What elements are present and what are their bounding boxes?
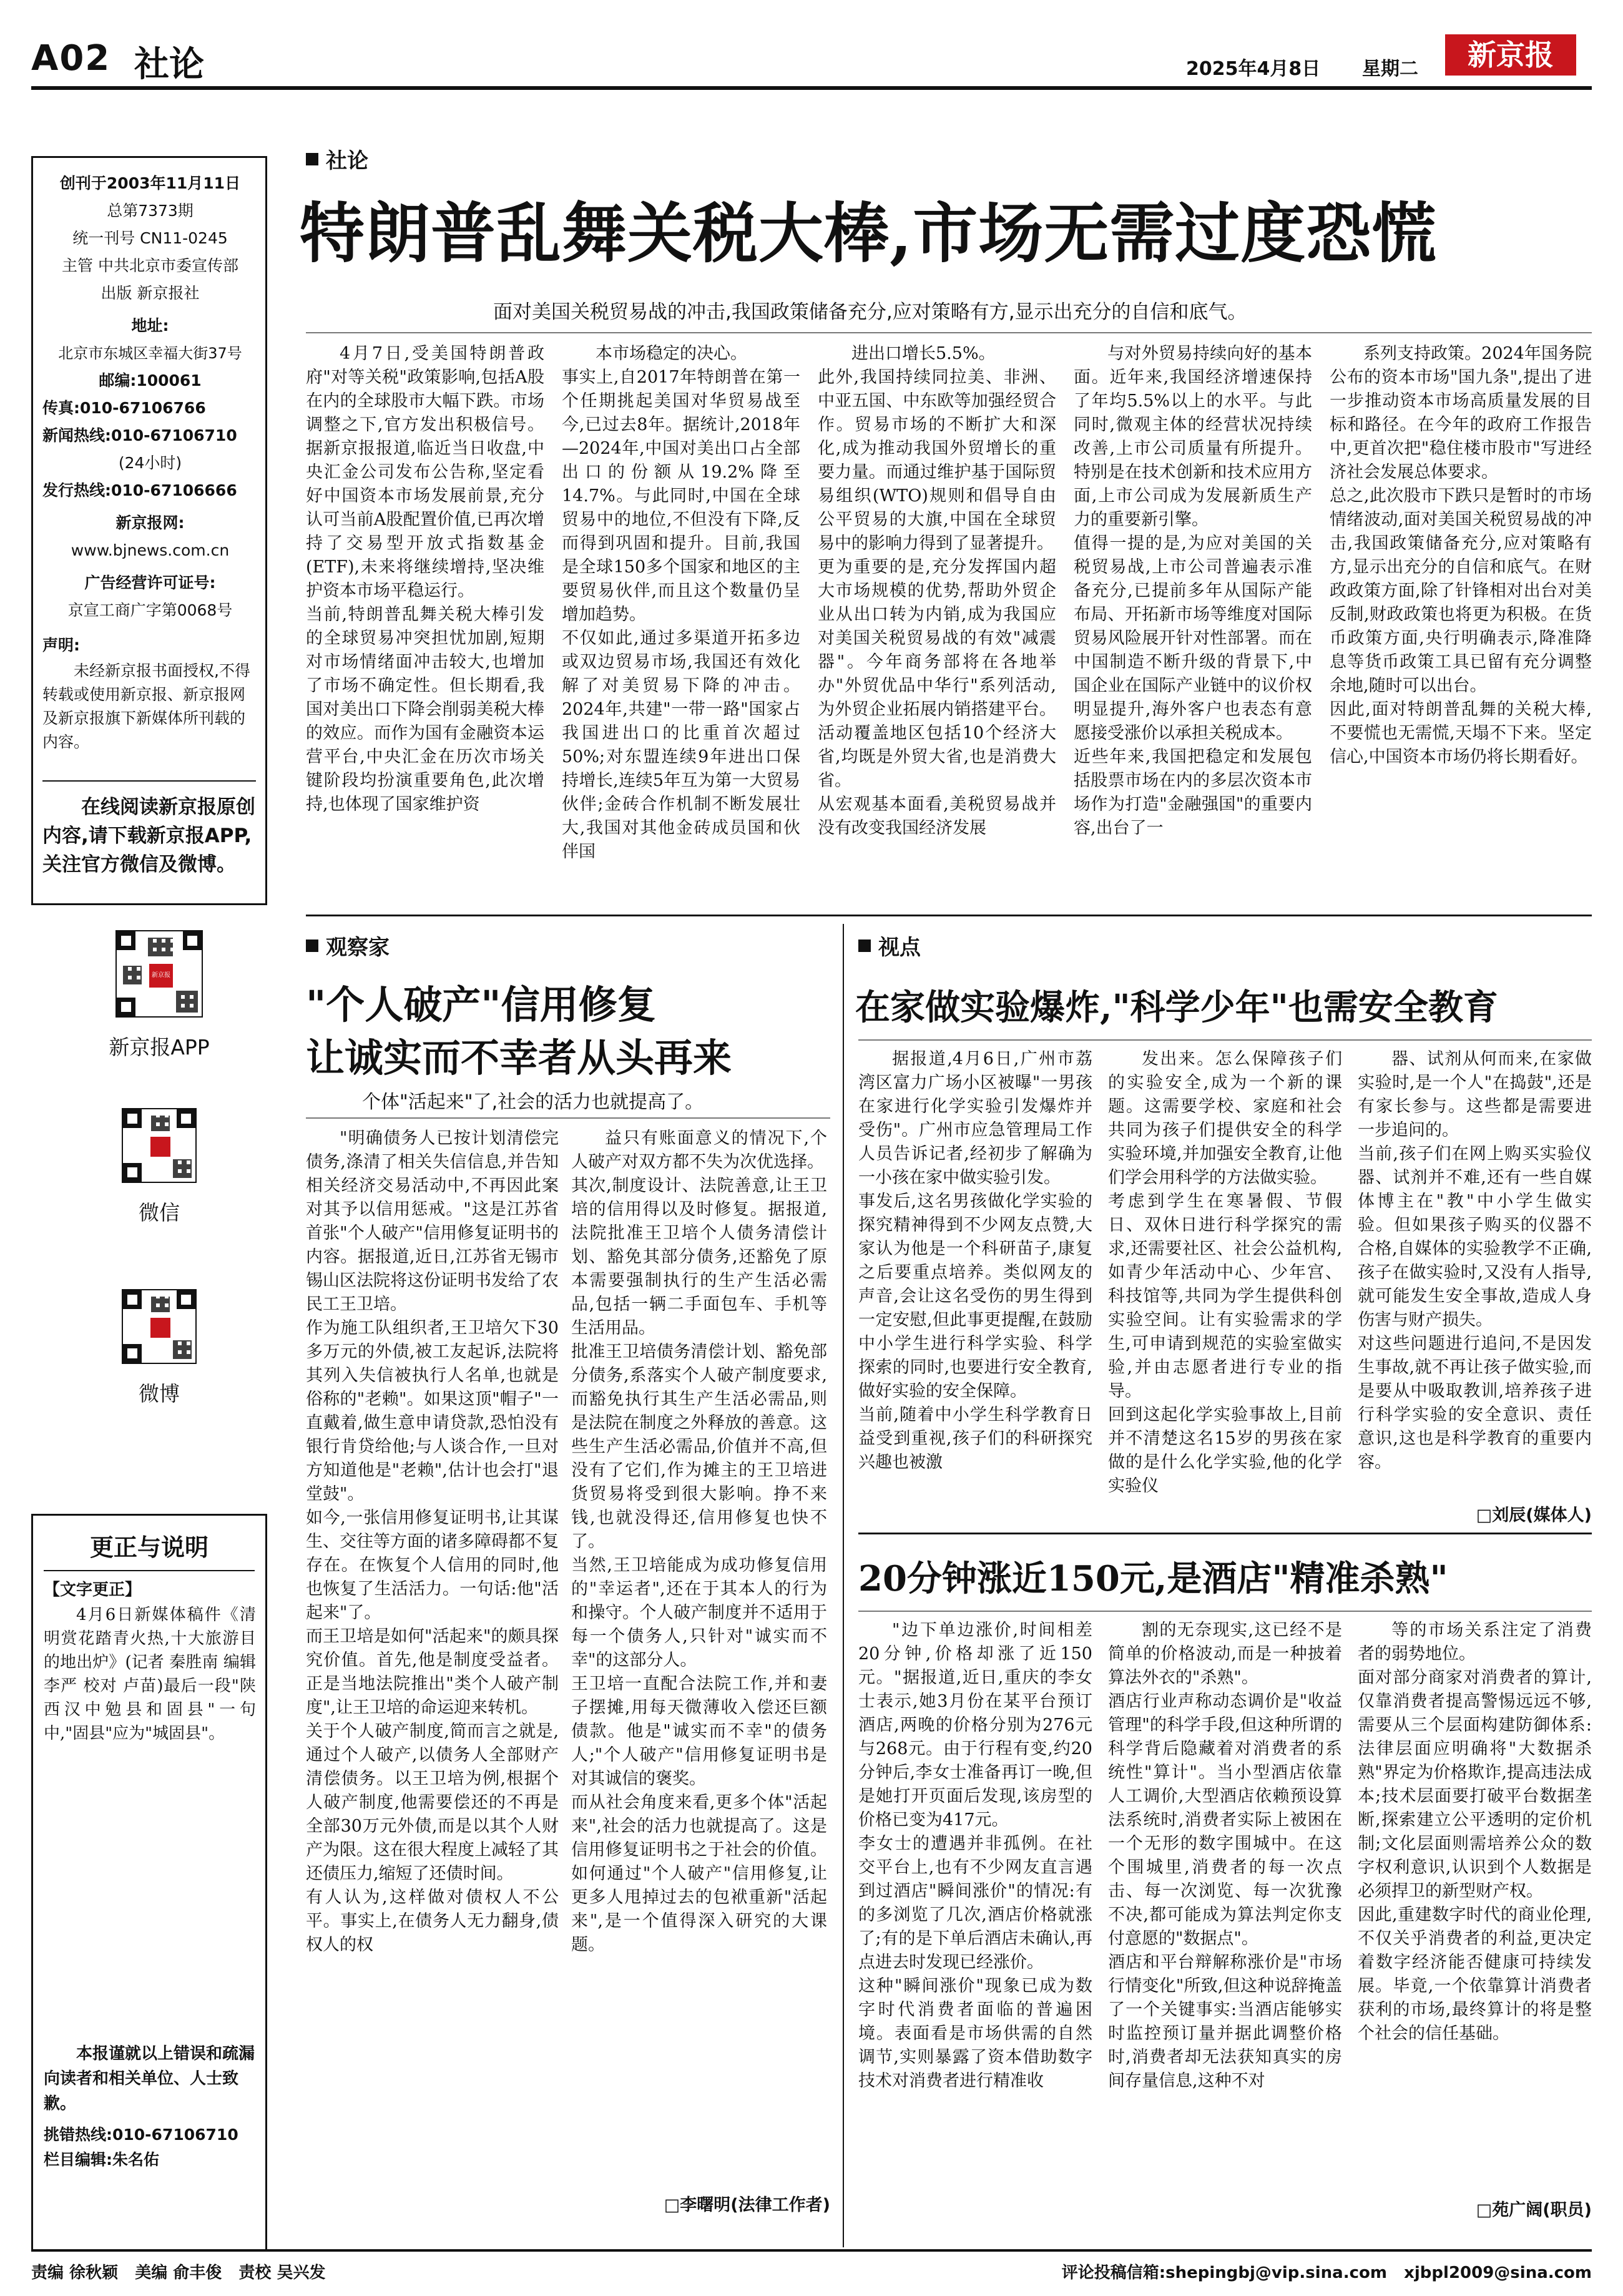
issue-date: 2025年4月8日 bbox=[1186, 58, 1321, 80]
address: 北京市东城区幸福大街37号 bbox=[58, 345, 242, 362]
correction-apology: 本报谨就以上错误和疏漏向读者和相关单位、人士致歉。 bbox=[44, 2044, 255, 2113]
editorial-subtitle-rule bbox=[306, 332, 1592, 333]
editorial-subtitle: 面对美国关税贸易战的冲击,我国政策储备充分,应对策略有方,显示出充分的自信和底气。 bbox=[493, 301, 1247, 323]
serial-number: 统一刊号 CN11-0245 bbox=[72, 229, 228, 247]
founded-date: 创刊于2003年11月11日 bbox=[59, 174, 241, 192]
editorial-column-2 bbox=[562, 342, 800, 904]
observer-col2-text: 益只有账面意义的情况下,个人破产对双方都不失为次优选择。 其次,制度设计、法院善意,让王卫培的信用得以及时修复。据报道,法院批准王卫培个人债务清偿计划、豁免其部分债务,还豁免了原本需要强制执行的生产生活必需品,包括一辆二手面包车、手机等生活用品。 批准王卫培债务清偿计划、豁免部分债务,系落实个人破产制度要求,而豁免执行其生产生活必需品,则是法院在制度之外释放的善意。这些生产生活必需品,价值并不高,但没有了它们,作为摊主的王卫培进货贸易将受到很大影响。挣不来钱,也就没得还,信用修复也快不了。 当然,王卫培能成为成功修复信用的"幸运者",还在于其本人的行为和操守。个人破产制度并不适用于每一个债务人,只针对"诚实而不幸"的这部分人。 王卫培一直配合法院工作,并和妻子摆摊,用每天微薄收入偿还巨额债款。他是"诚实而不幸"的债务人;"个人破产"信用修复证明书是对其诚信的褒奖。 而从社会角度来看,更多个体"活起来",社会的活力也就提高了。这是信用修复证明书之于社会的价值。如何通过"个人破产"信用修复,让更多人甩掉过去的包袱重新"活起来",是一个值得深入研究的大课题。 bbox=[571, 1129, 827, 1955]
statement-title: 声明: bbox=[42, 636, 80, 654]
footer-rule bbox=[31, 2249, 1592, 2252]
qr-code-wechat[interactable] bbox=[122, 1108, 197, 1183]
distribution-hotline: 发行热线:010-67106666 bbox=[42, 481, 237, 499]
observer-label bbox=[306, 930, 390, 961]
editorial-bottom-rule bbox=[306, 915, 1592, 916]
page-header bbox=[31, 34, 1592, 84]
viewpoint-col1-text: 据报道,4月6日,广州市荔湾区富力广场小区被曝"一男孩在家进行化学实验引发爆炸并受伤"。广州市应急管理局工作人员告诉记者,经初步了解确为一小孩在家中做实验引发。 事发后,这名男孩做化学实验的探究精神得到不少网友点赞,大家认为他是一个科研苗子,康复之后要重点培养。类似网友的声音,会让这名受伤的男生得到一定安慰,但此事更提醒,在鼓励中小学生进行科学实验、科学探索的同时,也要进行安全教育,做好实验的安全保障。 当前,随着中小学生科学教育日益受到重视,孩子们的科研探究兴趣也被激 bbox=[858, 1049, 1092, 1472]
viewpoint-byline: □刘辰(媒体人) bbox=[1476, 1506, 1592, 1525]
viewpoint-col3-text: 器、试剂从何而来,在家做实验时,是一个人"在捣鼓",还是有家长参与。这些都是需要进一步追问的。 当前,孩子们在网上购买实验仪器、试剂并不难,还有一些自媒体博主在"教"中小学生做实验。但如果孩子购买的仪器不合格,自媒体的实验教学不正确,孩子在做实验时,又没有人指导,就可能发生安全事故,造成人身伤害与财产损失。 对这些问题进行追问,不是因发生事故,就不再让孩子做实验,而是要从中吸取教训,培养孩子进行科学实验的安全意识、责任意识,这也是科学教育的重要内容。 bbox=[1358, 1049, 1592, 1472]
qr-label-wechat: 微信 bbox=[139, 1200, 180, 1225]
viewpoint-column-3 bbox=[1358, 1047, 1592, 1497]
editorial-col4-text: 与对外贸易持续向好的基本面。近年来,我国经济增速保持了年均5.5%以上的水平。与此同时,微观主体的经营状况持续改善,上市公司质量有所提升。特别是在技术创新和技术应用方面,上市公司成为发展新质生产力的重要新引擎。 值得一提的是,为应对美国的关税贸易战,上市公司普遍表示准备充分,已提前多年从国际产能布局、开拓新市场等维度对国际贸易风险展开针对性部署。而在中国制造不断升级的背景下,中国企业在国际产业链中的议价权明显提升,海外客户也表态有意愿接受涨价以承担关税成本。 近些年来,我国把稳定和发展包括股票市场在内的多层次资本市场作为打造"金融强国"的重要内容,出台了一 bbox=[1074, 344, 1312, 838]
viewpoint-title: 在家做实验爆炸,"科学少年"也需安全教育 bbox=[855, 987, 1498, 1028]
correction-hotline: 挑错热线:010-67106710 bbox=[44, 2126, 238, 2144]
correction-tag: 【文字更正】 bbox=[44, 1581, 142, 1599]
statement-text: 未经新京报书面授权,不得转载或使用新京报、新京报网及新京报旗下新媒体所刊载的内容。 bbox=[42, 662, 250, 751]
ad-license: 京宣工商广字第0068号 bbox=[67, 601, 233, 619]
observer-column-1 bbox=[306, 1127, 559, 2216]
corrections-title: 更正与说明 bbox=[89, 1534, 208, 1561]
hotel-title-rule bbox=[858, 1611, 1592, 1612]
hotel-column-1 bbox=[858, 1619, 1092, 2221]
online-notice: 在线阅读新京报原创内容,请下载新京报APP,关注官方微信及微博。 bbox=[42, 796, 255, 876]
viewpoint-label bbox=[858, 930, 921, 961]
ad-license-label: 广告经营许可证号: bbox=[84, 574, 216, 592]
issue-total: 总第7373期 bbox=[107, 202, 194, 220]
section-marker-icon bbox=[306, 153, 318, 165]
correction-text: 4月6日新媒体稿件《清明赏花踏青火热,十大旅游目的地出炉》(记者 秦胜南 编辑 李严 校对 卢苗)最后一段"陕西汉中勉县和固县"一句中,"固县"应为"城固县"。 bbox=[44, 1606, 256, 1743]
address-label: 地址: bbox=[131, 316, 169, 335]
editorial-column-5 bbox=[1330, 342, 1592, 904]
viewpoint-label-text: 视点 bbox=[878, 935, 921, 960]
qr-code-weibo[interactable] bbox=[122, 1289, 197, 1364]
section-marker-icon bbox=[306, 939, 318, 952]
column-editor: 栏目编辑:朱名佑 bbox=[44, 2151, 159, 2169]
observer-title-line-2: 让诚实而不幸者从头再来 bbox=[306, 1035, 732, 1081]
editorial-column-4 bbox=[1074, 342, 1312, 904]
observer-title-line-1: "个人破产"信用修复 bbox=[306, 982, 656, 1028]
observer-col1-text: "明确债务人已按计划清偿完债务,涤清了相关失信信息,并告知相关经济交易活动中,不再因此案对其予以信用惩戒。"这是江苏省首张"个人破产"信用修复证明书的内容。据报道,近日,江苏省无锡市锡山区法院将这份证明书发给了农民工王卫培。 作为施工队组织者,王卫培欠下30多万元的外债,被工友起诉,法院将其列入失信被执行人名单,也就是俗称的"老赖"。如果这顶"帽子"一直戴着,做生意申请贷款,恐怕没有银行肯贷给他;与人谈合作,一旦对方知道他是"老赖",估计也会打"退堂鼓"。 如今,一张信用修复证明书,让其谋生、交往等方面的诸多障碍都不复存在。在恢复个人信用的同时,他也恢复了生活活力。一句话:他"活起来"了。 而王卫培是如何"活起来"的颇具探究价值。首先,他是制度受益者。正是当地法院推出"类个人破产制度",让王卫培的命运迎来转机。 关于个人破产制度,简而言之就是,通过个人破产,以债务人全部财产清偿债务。以王卫培为例,根据个人破产制度,他需要偿还的不再是全部30万元外债,而是以其个人财产为限。这在很大程度上减轻了其还债压力,缩短了还债时间。 有人认为,这样做对债权人不公平。事实上,在债务人无力翻身,债权人的权 bbox=[306, 1129, 559, 1955]
section-name: 社论 bbox=[134, 44, 204, 85]
qr-app-block[interactable] bbox=[91, 930, 228, 1061]
observer-deck-rule bbox=[306, 1117, 830, 1119]
editorial-col1-text: 4月7日,受美国特朗普政府"对等关税"政策影响,包括A股在内的全球股市大幅下跌。市场调整之下,官方发出积极信号。据新京报报道,临近当日收盘,中央汇金公司发布公告称,坚定看好中国资本市场发展前景,充分认可当前A股配置价值,已再次增持了交易型开放式指数基金(ETF),未来将继续增持,坚决维护资本市场平稳运行。 当前,特朗普乱舞关税大棒引发的全球贸易冲突担忧加剧,短期对市场情绪面冲击较大,也增加了市场不确定性。但长期看,我国对美出口下降会削弱美税大棒的效应。而作为国有金融资本运营平台,中央汇金在历次市场关键阶段均扮演重要角色,此次增持,也体现了国家维护资 bbox=[306, 344, 544, 814]
observer-byline: □李曙明(法律工作者) bbox=[664, 2195, 830, 2215]
viewpoint-column-1 bbox=[858, 1047, 1092, 1522]
hotel-col1-text: "边下单边涨价,时间相差20分钟,价格却涨了近150元。"据报道,近日,重庆的李女士表示,她3月份在某平台预订酒店,两晚的价格分别为276元与268元。由于行程有变,约20分钟后,李女士准备再订一晚,但是她打开页面后发现,该房型的价格已变为417元。 李女士的遭遇并非孤例。在社交平台上,也有不少网友直言遇到过酒店"瞬间涨价"的情况:有的多浏览了几次,酒店价格就涨了;有的是下单后酒店未确认,再点进去时发现已经涨价。 这种"瞬间涨价"现象已成为数字时代消费者面临的普遍困境。表面看是市场供需的自然调节,实则暴露了资本借助数字技术对消费者进行精准收 bbox=[858, 1621, 1092, 2091]
hotel-title: 20分钟涨近150元,是酒店"精准杀熟" bbox=[858, 1558, 1448, 1599]
header-rule bbox=[31, 86, 1592, 90]
editorial-label bbox=[306, 144, 368, 174]
editorial-col5-text: 系列支持政策。2024年国务院公布的资本市场"国九条",提出了进一步推动资本市场高质量发展的目标和路径。在今年的政府工作报告中,更首次把"稳住楼市股市"写进经济社会发展总体要求。 总之,此次股市下跌只是暂时的市场情绪波动,面对美国关税贸易战的冲击,我国政策储备充分,应对策略有方,显示出充分的自信和底气。在财政政策方面,除了针锋相对出台对美反制,财政政策也将更为积极。在货币政策方面,央行明确表示,降准降息等货币政策工具已留有充分调整余地,随时可以出台。 因此,面对特朗普乱舞的关税大棒,不要慌也无需慌,天塌不下来。坚定信心,中国资本市场仍将长期看好。 bbox=[1330, 344, 1592, 767]
hotel-byline: □苑广阔(职员) bbox=[1476, 2200, 1592, 2220]
footer-submission[interactable]: 评论投稿信箱:shepingbj@vip.sina.com xjbpl2009@sina.com bbox=[1061, 2264, 1592, 2282]
corrections-rule bbox=[44, 1570, 255, 1571]
hotel-column-3 bbox=[1358, 1619, 1592, 2193]
editorial-label-text: 社论 bbox=[326, 149, 368, 174]
publisher: 出版 新京报社 bbox=[101, 284, 200, 302]
observer-label-text: 观察家 bbox=[326, 935, 390, 960]
news-hotline: 新闻热线:010-67106710 bbox=[42, 426, 237, 444]
page-number: A02 bbox=[31, 38, 111, 79]
observer-deck: 个体"活起来"了,社会的活力也就提高了。 bbox=[362, 1091, 704, 1113]
editorial-title: 特朗普乱舞关税大棒,市场无需过度恐慌 bbox=[300, 195, 1438, 272]
news-hotline-note: (24小时) bbox=[118, 454, 182, 472]
vertical-divider bbox=[843, 924, 844, 2247]
qr-label-app: 新京报APP bbox=[109, 1035, 210, 1059]
viewpoint-bottom-rule bbox=[858, 1533, 1592, 1534]
website-link[interactable]: www.bjnews.com.cn bbox=[71, 541, 230, 559]
editorial-column-3 bbox=[818, 342, 1056, 904]
viewpoint-col2-text: 发出来。怎么保障孩子们的实验安全,成为一个新的课题。这需要学校、家庭和社会共同为孩子们提供安全的科学实验环境,并加强安全教育,让他们学会用科学的方法做实验。 考虑到学生在寒暑假、节假日、双休日进行科学探究的需求,还需要社区、社会公益机构,如青少年活动中心、少年宫、科技馆等,共同为学生提供科创实验空间。让有实验需求的学生,可申请到规范的实验室做实验,并由志愿者进行专业的指导。 回到这起化学实验事故上,目前并不清楚这名15岁的男孩在家做的是什么化学实验,他的化学实验仪 bbox=[1108, 1049, 1342, 1496]
website-label: 新京报网: bbox=[115, 514, 185, 532]
editorial-col3-text: 进出口增长5.5%。 此外,我国持续同拉美、非洲、中亚五国、中东欧等加强经贸合作。贸易市场的不断扩大和深化,成为推动我国外贸增长的重要力量。而通过维护基于国际贸易组织(WTO)规则和倡导自由公平贸易的大旗,中国在全球贸易中的影响力得到了显著提升。 更为重要的是,充分发挥国内超大市场规模的优势,帮助外贸企业从出口转为内销,成为我国应对美国关税贸易战的有效"减震器"。今年商务部将在各地举办"外贸优品中华行"系列活动,为外贸企业拓展内销搭建平台。活动覆盖地区包括10个经济大省,均既是外贸大省,也是消费大省。 从宏观基本面看,美税贸易战并没有改变我国经济发展 bbox=[818, 344, 1056, 838]
qr-code-app[interactable] bbox=[115, 930, 203, 1018]
qr-label-weibo: 微博 bbox=[139, 1381, 180, 1406]
issue-weekday: 星期二 bbox=[1362, 58, 1418, 80]
qr-wechat-block[interactable] bbox=[91, 1108, 228, 1226]
editorial-col2-text: 本市场稳定的决心。 事实上,自2017年特朗普在第一个任期挑起美国对华贸易战至今,已过去8年。据统计,2018年—2024年,中国对美出口占全部出口的份额从19.2%降至14.7%。与此同时,中国在全球贸易中的地位,不但没有下降,反而得到巩固和提升。目前,我国是全球150多个国家和地区的主要贸易伙伴,而且这个数量仍呈增加趋势。 不仅如此,通过多渠道开拓多边或双边贸易市场,我国还有效化解了对美贸易下降的冲击。2024年,共建"一带一路"国家占我国进出口的比重首次超过50%;对东盟连续9年进出口保持增长,连续5年互为第一大贸易伙伴;金砖合作机制不断发展壮大,我国对其他金砖成员国和伙伴国 bbox=[562, 344, 800, 861]
hotel-column-2 bbox=[1108, 1619, 1342, 2221]
viewpoint-column-2 bbox=[1108, 1047, 1342, 1522]
supervisor: 主管 中共北京市委宣传部 bbox=[62, 257, 238, 275]
hotel-col2-text: 割的无奈现实,这已经不是简单的价格波动,而是一种披着算法外衣的"杀熟"。 酒店行业声称动态调价是"收益管理"的科学手段,但这种所谓的科学背后隐藏着对消费者的系统性"算计"。当小型酒店依靠人工调价,大型酒店依赖预设算法系统时,消费者实际上被困在一个无形的数字围城中。在这个围城里,消费者的每一次点击、每一次浏览、每一次犹豫不决,都可能成为算法判定你支付意愿的"数据点"。 酒店和平台辩解称涨价是"市场行情变化"所致,但这种说辞掩盖了一个关键事实:当酒店能够实时监控预订量并据此调整价格时,消费者却无法获知真实的房间存量信息,这种不对 bbox=[1108, 1621, 1342, 2091]
hotel-col3-text: 等的市场关系注定了消费者的弱势地位。 面对部分商家对消费者的算计,仅靠消费者提高警惕远远不够,需要从三个层面构建防御体系:法律层面应明确将"大数据杀熟"界定为价格欺诈,提高违法成本;技术层面要打破平台数据垄断,探索建立公平透明的定价机制;文化层面则需培养公众的数字权利意识,认识到个人数据是必须捍卫的新型财产权。 因此,重建数字时代的商业伦理,不仅关乎消费者的利益,更决定着数字经济能否健康可持续发展。毕竟,一个依靠算计消费者获利的市场,最终算计的将是整个社会的信任基础。 bbox=[1358, 1621, 1592, 2043]
observer-column-2 bbox=[571, 1127, 827, 2188]
fax: 传真:010-67106766 bbox=[42, 399, 206, 417]
footer-editors: 责编 徐秋颖 美编 俞丰俊 责校 吴兴发 bbox=[31, 2264, 326, 2282]
qr-badge: 新京报 bbox=[149, 964, 173, 988]
sidebar-divider bbox=[42, 780, 256, 782]
postcode: 邮编:100061 bbox=[99, 371, 202, 390]
section-marker-icon bbox=[858, 939, 871, 952]
sidebar-info bbox=[42, 170, 258, 754]
editorial-column-1 bbox=[306, 342, 544, 904]
masthead-logo: 新京报 bbox=[1445, 34, 1576, 76]
qr-weibo-block[interactable] bbox=[91, 1289, 228, 1407]
viewpoint-title-rule bbox=[858, 1039, 1592, 1041]
